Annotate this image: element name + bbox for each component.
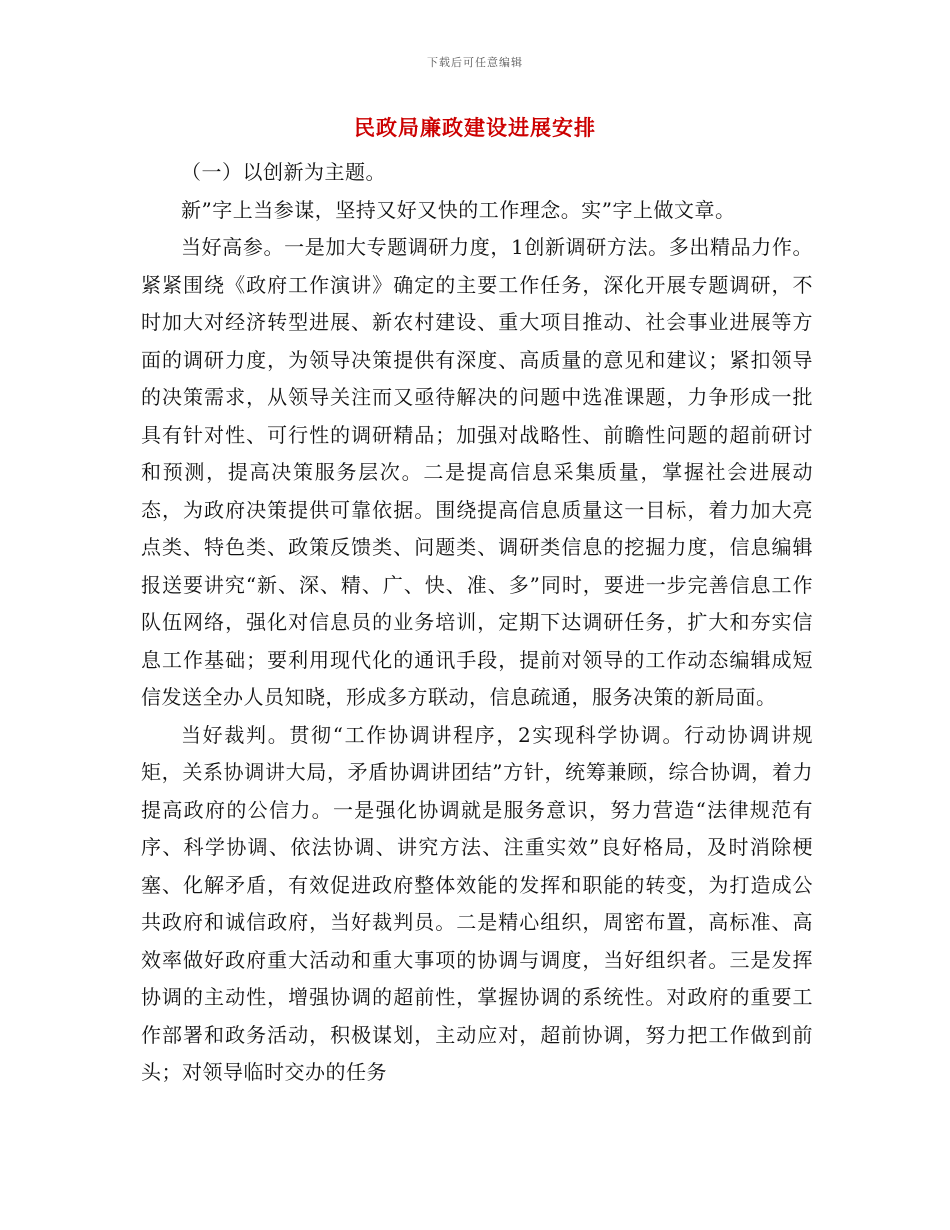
document-body (141, 154, 813, 1092)
header-note: 下载后可任意编辑 (427, 56, 523, 69)
paragraph-section-heading: （一）以创新为主题。 (181, 160, 386, 184)
document-title: 民政局廉政建设进展安排 (354, 115, 596, 140)
paragraph-referee: 当好裁判。贯彻“工作协调讲程序，2实现科学协调。行动协调讲规矩，关系协调讲大局，矛盾协调讲团结”方针，统筹兼顾，综合协调，着力提高政府的公信力。一是强化协调就是服务意识，努力营造“法律规范有序、科学协调、依法协调、讲究方法、注重实效”良好格局，及时消除梗塞、化解矛盾，有效促进政府整体效能的发挥和职能的转变，为打造成公共政府和诚信政府，当好裁判员。二是精心组织，周密布置，高标准、高效率做好政府重大活动和重大事项的协调与调度，当好组织者。三是发挥协调的主动性，增强协调的超前性，掌握协调的系统性。对政府的重要工作部署和政务活动，积极谋划，主动应对，超前协调，努力把工作做到前头；对领导临时交办的任务 (141, 722, 813, 1084)
paragraph-advisor: 当好高参。一是加大专题调研力度，1创新调研方法。多出精品力作。紧紧围绕《政府工作演讲》确定的主要工作任务，深化开展专题调研，不时加大对经济转型进展、新农村建设、重大项目推动、社会事业进展等方面的调研力度，为领导决策提供有深度、高质量的意见和建议；紧扣领导的决策需求，从领导关注而又亟待解决的问题中选准课题，力争形成一批具有针对性、可行性的调研精品；加强对战略性、前瞻性问题的超前研讨和预测，提高决策服务层次。二是提高信息采集质量，掌握社会进展动态，为政府决策提供可靠依据。围绕提高信息质量这一目标，着力加大亮点类、特色类、政策反馈类、问题类、调研类信息的挖掘力度，信息编辑报送要讲究“新、深、精、广、快、准、多”同时，要进一步完善信息工作队伍网络，强化对信息员的业务培训，定期下达调研任务，扩大和夯实信息工作基础；要利用现代化的通讯手段，提前对领导的工作动态编辑成短信发送全办人员知晓，形成多方联动，信息疏通，服务决策的新局面。 (141, 235, 813, 709)
paragraph-intro: 新”字上当参谋，坚持又好又快的工作理念。实”字上做文章。 (181, 197, 736, 222)
